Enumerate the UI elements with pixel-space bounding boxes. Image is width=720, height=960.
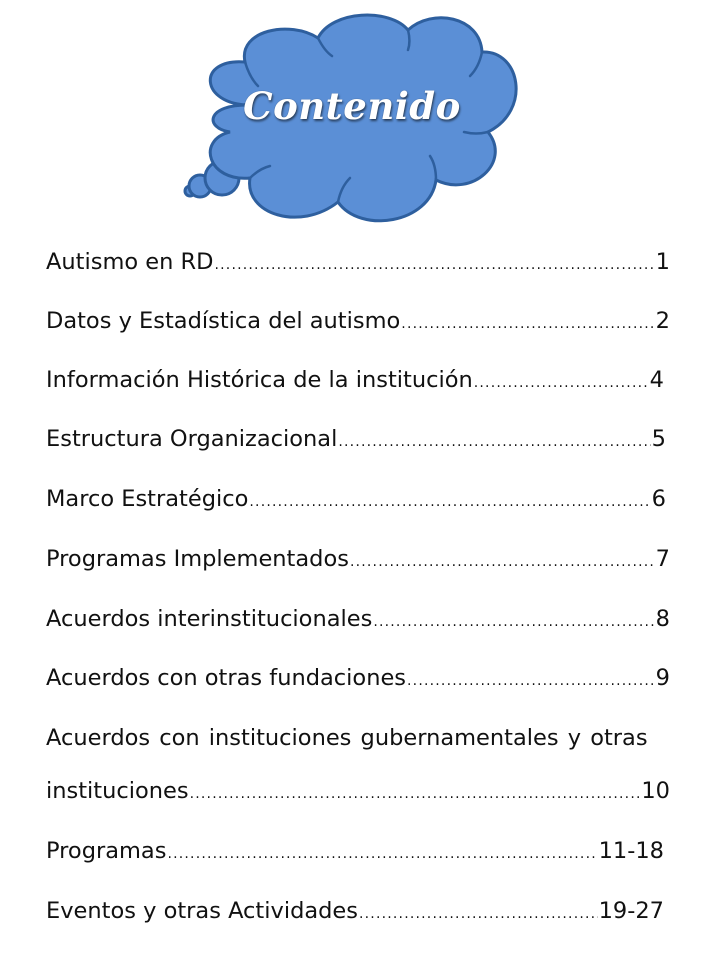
dot-leader <box>373 608 654 636</box>
toc-entry-page: 4 <box>649 367 664 393</box>
toc-entry-label-line1[interactable]: Acuerdos con instituciones gubernamentales y otras <box>46 725 648 751</box>
dot-leader <box>474 369 649 397</box>
toc-entry-page: 2 <box>655 308 670 334</box>
toc-entry-label: Acuerdos con otras fundaciones <box>46 665 407 691</box>
dot-leader <box>249 488 650 516</box>
toc-entry-page: 5 <box>651 426 666 452</box>
toc-entry-label: Acuerdos interinstitucionales <box>46 606 373 632</box>
toc-entry-page: 11-18 <box>598 838 664 864</box>
dot-leader <box>338 428 650 456</box>
toc-entry-page: 8 <box>655 606 670 632</box>
toc-entry-label: instituciones <box>46 778 189 804</box>
toc-entry-label: Información Histórica de la institución <box>46 367 473 393</box>
toc-entry[interactable] <box>46 545 670 576</box>
toc-entry-label: Eventos y otras Actividades <box>46 898 358 924</box>
toc-entry[interactable] <box>46 485 666 516</box>
dot-leader <box>190 780 641 808</box>
dot-leader <box>407 667 655 695</box>
toc-entry[interactable] <box>46 777 670 808</box>
toc-entry[interactable] <box>46 664 670 695</box>
toc-entry[interactable] <box>46 605 670 636</box>
dot-leader <box>215 251 655 279</box>
toc-entry[interactable] <box>46 897 664 928</box>
dot-leader <box>167 840 597 868</box>
toc-entry-label: Programas <box>46 838 167 864</box>
toc-entry-page: 6 <box>651 486 666 512</box>
toc-entry[interactable] <box>46 425 666 456</box>
toc-entry[interactable] <box>46 837 664 868</box>
toc-entry-page: 10 <box>641 778 670 804</box>
page-title: Contenido <box>243 84 461 128</box>
toc-entry-page: 19-27 <box>598 898 664 924</box>
toc-entry-page: 7 <box>655 546 670 572</box>
dot-leader <box>350 548 655 576</box>
toc-entry[interactable] <box>46 248 670 279</box>
toc-entry-page: 1 <box>655 249 670 275</box>
toc-entry-label: Programas Implementados <box>46 546 349 572</box>
dot-leader <box>401 310 654 338</box>
toc-entry-label: Autismo en RD <box>46 249 214 275</box>
toc-entry[interactable] <box>46 307 670 338</box>
toc-entry-label: Datos y Estadística del autismo <box>46 308 401 334</box>
dot-leader <box>359 900 598 928</box>
toc-entry-label: Marco Estratégico <box>46 486 249 512</box>
toc-entry-page: 9 <box>655 665 670 691</box>
toc-entry-label: Estructura Organizacional <box>46 426 338 452</box>
toc-entry[interactable] <box>46 366 664 397</box>
